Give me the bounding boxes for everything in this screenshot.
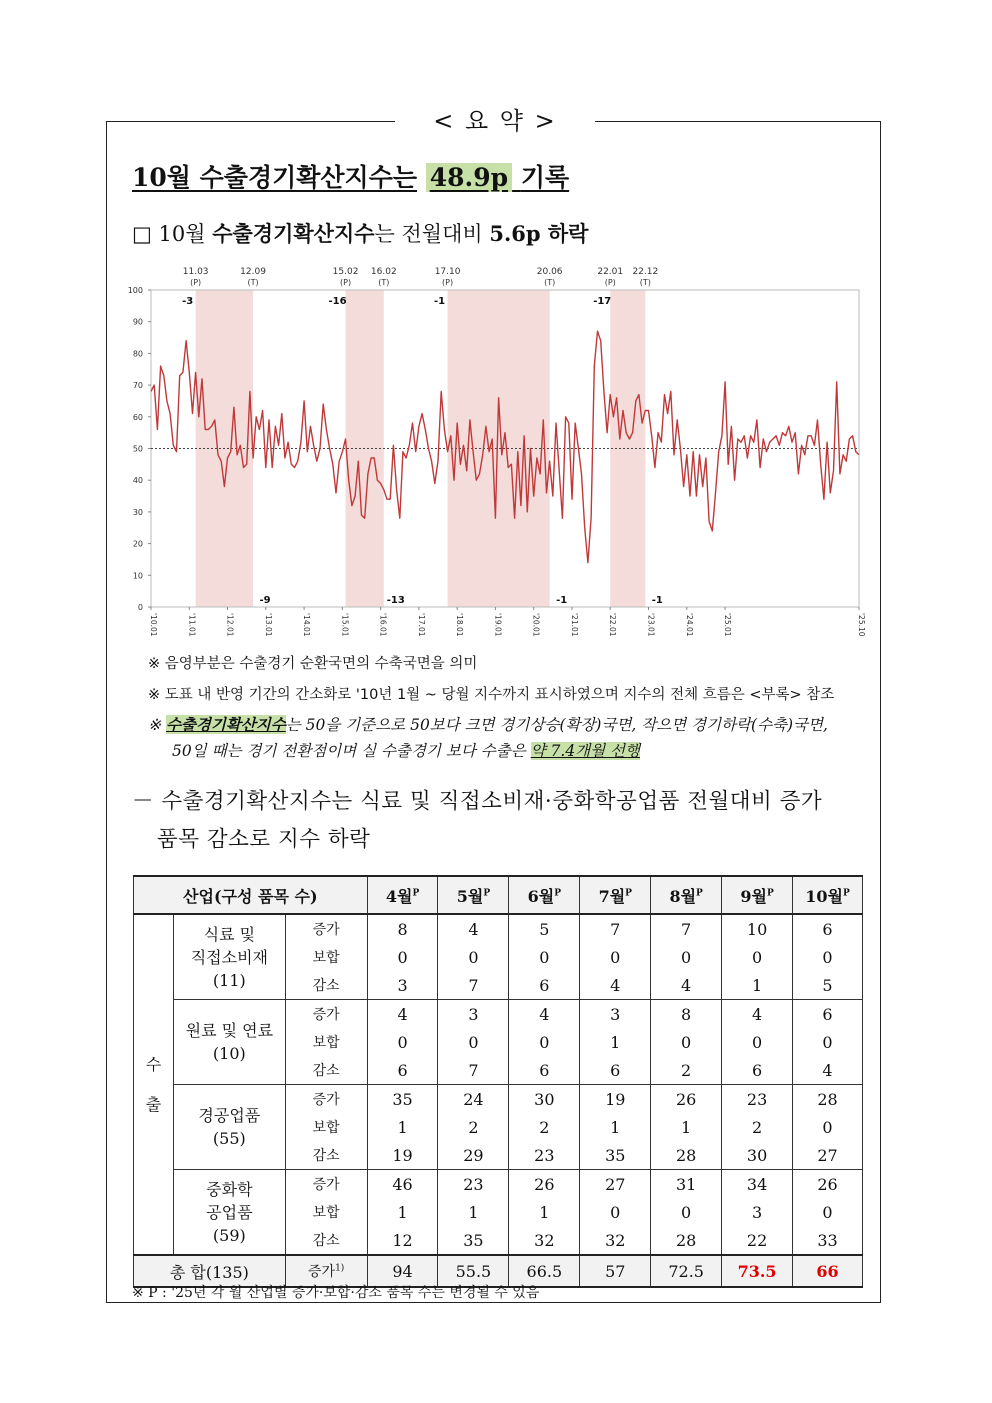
table-cell: 23: [438, 1170, 509, 1199]
peak-label: 15.02: [332, 267, 359, 277]
lead-trough-label: -1: [556, 595, 568, 606]
table-cell: 0: [438, 943, 509, 971]
trough-label: 16.02: [370, 267, 397, 277]
table-cell: 1: [580, 1028, 651, 1056]
table-cell: 28: [651, 1141, 722, 1170]
table-cell: 4: [367, 1000, 438, 1029]
table-cell: 35: [367, 1085, 438, 1114]
lead-trough-label: -9: [259, 595, 271, 606]
x-tick-label: '16.01: [378, 613, 388, 637]
table-cell: 33: [793, 1226, 863, 1255]
total-cell: 66: [793, 1255, 863, 1287]
table-row: [134, 914, 863, 943]
table-cell: 26: [651, 1085, 722, 1114]
headline: [132, 160, 569, 196]
group-name: 중화학 공업품 (59): [173, 1170, 285, 1256]
frame-title: < 요 약 >: [395, 104, 595, 138]
bullet-value: 5.6p 하락: [489, 221, 589, 246]
x-tick-label: '19.01: [493, 613, 503, 637]
table-cell: 3: [367, 971, 438, 1000]
table-cell: 0: [793, 1113, 863, 1141]
table-cell: 24: [438, 1085, 509, 1114]
group-name: 원료 및 연료 (10): [173, 1000, 285, 1085]
table-header: [134, 876, 863, 914]
peak-tag: (P): [604, 278, 616, 287]
table-cell: 3: [722, 1198, 793, 1226]
table-cell: 19: [580, 1085, 651, 1114]
table-cell: 0: [438, 1028, 509, 1056]
table-cell: 0: [651, 1028, 722, 1056]
group-name: 식료 및 직접소비재 (11): [173, 914, 285, 1000]
table-cell: 4: [509, 1000, 580, 1029]
table-cell: 6: [509, 1056, 580, 1085]
total-cell: 57: [580, 1255, 651, 1287]
x-tick-label: '24.01: [684, 613, 694, 637]
lead-peak-label: -1: [434, 296, 446, 307]
note-3-line1: [148, 714, 828, 736]
table-cell: 28: [651, 1226, 722, 1255]
table-cell: 6: [793, 1000, 863, 1029]
dash-line-2: 품목 감소로 지수 하락: [157, 827, 371, 852]
note-3-text1: 는 50을 기준으로 50보다 크면 경기상승(확장)국면, 작으면 경기하락(수축)국면,: [285, 716, 828, 734]
peak-label: 22.01: [597, 267, 624, 277]
table-cell: 6: [580, 1056, 651, 1085]
trough-tag: (T): [378, 278, 390, 287]
bullet-particle: 는: [374, 222, 395, 246]
table-cell: 6: [367, 1056, 438, 1085]
y-tick-label: 80: [132, 349, 143, 359]
table-cell: 30: [509, 1085, 580, 1114]
headline-prefix: 10월 수출경기확산지수는: [132, 163, 417, 192]
total-cell: 73.5: [722, 1255, 793, 1287]
peak-label: 17.10: [434, 267, 461, 277]
y-tick-label: 40: [132, 476, 143, 486]
table-cell: 27: [580, 1170, 651, 1199]
header-month: 10월$^P$: [793, 876, 863, 914]
items-table: [133, 875, 863, 1288]
table-cell: 1: [509, 1198, 580, 1226]
x-tick-label: '22.01: [608, 613, 618, 637]
y-tick-label: 100: [127, 286, 143, 295]
table-row: [134, 1170, 863, 1199]
x-tick-label: '11.01: [187, 613, 197, 637]
note-3-text2: 50일 때는 경기 전환점이며 실 수출경기 보다 수출은: [172, 742, 526, 760]
table-cell: 30: [722, 1141, 793, 1170]
table-cell: 32: [580, 1226, 651, 1255]
table-cell: 1: [580, 1113, 651, 1141]
note-3-line2: [172, 740, 640, 762]
table-cell: 2: [722, 1113, 793, 1141]
note-3-mark: ※: [148, 716, 161, 734]
table-cell: 3: [438, 1000, 509, 1029]
trough-tag: (T): [639, 278, 651, 287]
lead-trough-label: -13: [386, 595, 405, 606]
x-tick-label: '25.01: [723, 613, 733, 637]
table-cell: 10: [722, 914, 793, 943]
x-tick-label: '20.01: [531, 613, 541, 637]
table-cell: 0: [367, 1028, 438, 1056]
table-cell: 46: [367, 1170, 438, 1199]
header-month: 8월$^P$: [651, 876, 722, 914]
total-cell: 66.5: [509, 1255, 580, 1287]
table-cell: 0: [793, 943, 863, 971]
headline-suffix: 기록: [520, 163, 570, 192]
footnote: ※ P : '25년 각 월 산업별 증가·보합·감소 품목 수는 변경될 수 있음: [132, 1285, 540, 1301]
table-cell: 6: [509, 971, 580, 1000]
lead-peak-label: -16: [328, 296, 347, 307]
table-cell: 31: [651, 1170, 722, 1199]
table-cell: 0: [580, 943, 651, 971]
x-tick-label: '23.01: [646, 613, 656, 637]
table-cell: 4: [651, 971, 722, 1000]
table-cell: 8: [367, 914, 438, 943]
table-cell: 0: [651, 943, 722, 971]
table-cell: 1: [438, 1198, 509, 1226]
table-cell: 23: [509, 1141, 580, 1170]
table-cell: 4: [793, 1056, 863, 1085]
table-cell: 5: [509, 914, 580, 943]
y-tick-label: 0: [137, 603, 143, 612]
table-cell: 2: [651, 1056, 722, 1085]
header-month: 5월$^P$: [438, 876, 509, 914]
table-cell: 0: [793, 1198, 863, 1226]
table-cell: 12: [367, 1226, 438, 1255]
stat-label: 감소: [285, 1056, 367, 1085]
table-cell: 27: [793, 1141, 863, 1170]
bullet-text: 전월대비: [401, 222, 483, 246]
lead-peak-label: -17: [593, 296, 612, 307]
dash-line-1: － 수출경기확산지수는 식료 및 직접소비재·중화학공업품 전월대비 증가: [132, 789, 823, 814]
table-cell: 22: [722, 1226, 793, 1255]
trough-label: 22.12: [632, 267, 659, 277]
table-cell: 6: [793, 914, 863, 943]
table-cell: 29: [438, 1141, 509, 1170]
x-tick-label: '13.01: [263, 613, 273, 637]
table-cell: 0: [509, 943, 580, 971]
header-month: 9월$^P$: [722, 876, 793, 914]
y-tick-label: 20: [132, 539, 143, 549]
peak-tag: (P): [442, 278, 454, 287]
table-cell: 7: [438, 971, 509, 1000]
stat-label: 감소: [285, 1141, 367, 1170]
y-tick-label: 50: [132, 444, 143, 454]
trough-label: 12.09: [240, 267, 266, 277]
table-cell: 19: [367, 1141, 438, 1170]
table-cell: 8: [651, 1000, 722, 1029]
x-tick-label: '21.01: [569, 613, 579, 637]
table-cell: 4: [722, 1000, 793, 1029]
x-tick-label: '10.01: [149, 613, 158, 637]
peak-label: 11.03: [182, 267, 209, 277]
table-cell: 28: [793, 1085, 863, 1114]
stat-label: 증가: [285, 914, 367, 943]
table-cell: 1: [367, 1198, 438, 1226]
bullet-month: 10월: [158, 222, 206, 246]
peak-tag: (P): [190, 278, 202, 287]
table-cell: 1: [651, 1113, 722, 1141]
lead-peak-label: -3: [182, 296, 194, 307]
table-cell: 23: [722, 1085, 793, 1114]
note-1: ※ 음영부분은 수출경기 순환국면의 수축국면을 의미: [148, 656, 478, 672]
table-cell: 0: [651, 1198, 722, 1226]
table-cell: 0: [509, 1028, 580, 1056]
table-cell: 1: [722, 971, 793, 1000]
y-tick-label: 60: [132, 412, 143, 422]
diffusion-index-chart: [113, 262, 873, 642]
lead-trough-label: -1: [651, 595, 663, 606]
total-cell: 94: [367, 1255, 438, 1287]
table-cell: 7: [580, 914, 651, 943]
table-cell: 35: [438, 1226, 509, 1255]
table-cell: 1: [367, 1113, 438, 1141]
header-month: 6월$^P$: [509, 876, 580, 914]
x-tick-label: '25.10: [857, 613, 866, 637]
stat-label: 증가: [285, 1000, 367, 1029]
bullet-1: [132, 219, 588, 249]
stat-label: 보합: [285, 1113, 367, 1141]
table-cell: 32: [509, 1226, 580, 1255]
header-industry: 산업(구성 품목 수): [134, 876, 368, 914]
table-cell: 4: [438, 914, 509, 943]
table-row: [134, 1085, 863, 1114]
stat-label: 보합: [285, 1028, 367, 1056]
y-tick-label: 10: [132, 571, 143, 581]
trough-tag: (T): [247, 278, 259, 287]
y-tick-label: 30: [132, 507, 143, 517]
table-cell: 6: [722, 1056, 793, 1085]
stat-label: 증가: [285, 1085, 367, 1114]
note-3-lead: 약 7.4개월 선행: [530, 742, 640, 760]
y-tick-label: 90: [132, 317, 143, 327]
note-2: ※ 도표 내 반영 기간의 간소화로 '10년 1월 ~ 당월 지수까지 표시하였으며 지수의 전체 흐름은 <부록> 참조: [148, 687, 835, 703]
stat-label: 감소: [285, 1226, 367, 1255]
x-tick-label: '15.01: [340, 613, 350, 637]
peak-tag: (P): [340, 278, 352, 287]
x-tick-label: '18.01: [455, 613, 465, 637]
table-cell: 0: [580, 1198, 651, 1226]
y-tick-label: 70: [132, 381, 143, 391]
table-cell: 3: [580, 1000, 651, 1029]
checkbox-icon: □: [132, 222, 152, 246]
x-tick-label: '17.01: [416, 613, 426, 637]
header-month: 7월$^P$: [580, 876, 651, 914]
trough-label: 20.06: [536, 267, 563, 277]
table-cell: 4: [580, 971, 651, 1000]
total-cell: 55.5: [438, 1255, 509, 1287]
stat-label: 보합: [285, 943, 367, 971]
x-tick-label: '12.01: [225, 613, 235, 637]
table-cell: 35: [580, 1141, 651, 1170]
total-label: 총 합(135): [134, 1255, 286, 1287]
bullet-term: 수출경기확산지수: [212, 221, 375, 246]
table-cell: 0: [793, 1028, 863, 1056]
stat-label: 보합: [285, 1198, 367, 1226]
table-cell: 26: [509, 1170, 580, 1199]
table-cell: 26: [793, 1170, 863, 1199]
total-stat: 증가$^{1)}$: [285, 1255, 367, 1287]
table-cell: 2: [509, 1113, 580, 1141]
table-cell: 0: [722, 943, 793, 971]
stat-label: 감소: [285, 971, 367, 1000]
side-label: 수 출: [134, 914, 174, 1255]
stat-label: 증가: [285, 1170, 367, 1199]
total-cell: 72.5: [651, 1255, 722, 1287]
note-3-term: 수출경기확산지수: [165, 715, 286, 734]
header-month: 4월$^P$: [367, 876, 438, 914]
group-name: 경공업품 (55): [173, 1085, 285, 1170]
table-cell: 7: [651, 914, 722, 943]
table-cell: 7: [438, 1056, 509, 1085]
table-cell: 0: [367, 943, 438, 971]
headline-value: 48.9p: [426, 163, 512, 192]
table-cell: 5: [793, 971, 863, 1000]
trough-tag: (T): [544, 278, 556, 287]
table-cell: 0: [722, 1028, 793, 1056]
x-tick-label: '14.01: [302, 613, 312, 637]
table-cell: 2: [438, 1113, 509, 1141]
table-cell: 34: [722, 1170, 793, 1199]
table-row: [134, 1000, 863, 1029]
